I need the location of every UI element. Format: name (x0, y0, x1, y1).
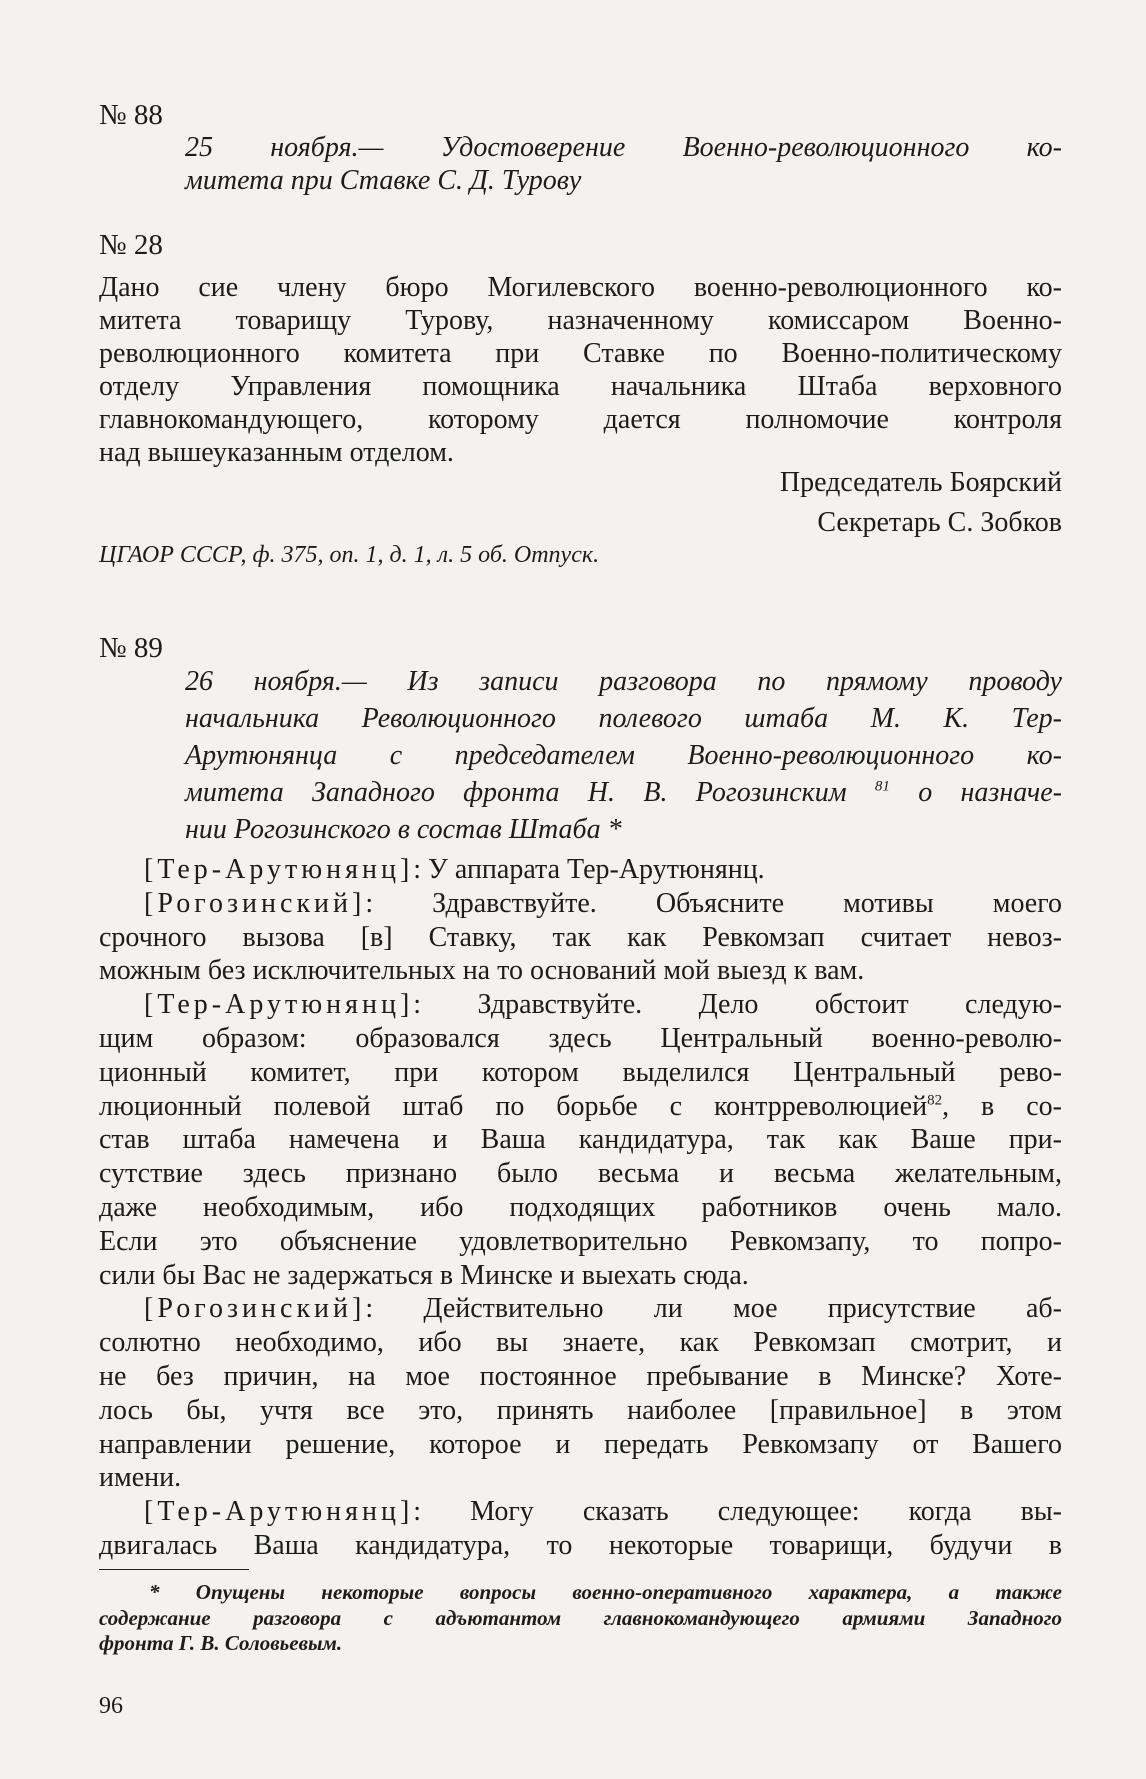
document-28-number: № 28 (99, 229, 163, 261)
text-line (99, 921, 1062, 955)
text-segment: солютно необходимо, ибо вы знаете, как Ревкомзап смотрит, и (99, 1327, 1062, 1359)
text-segment: митета товарищу Турову, назначенному комиссаром Военно- (99, 305, 1062, 336)
text-segment: сутствие здесь признано было весьма и весьма желательным, (99, 1158, 1062, 1190)
text-segment: главнокомандующего, которому дается полномочие контроля (99, 404, 1062, 435)
text-line (99, 1292, 1062, 1326)
text-segment: ционный комитет, при котором выделился Центральный рево- (99, 1056, 1062, 1088)
text-segment: нии Рогозинского в состав Штаба (185, 814, 608, 845)
text-line (99, 1090, 1062, 1124)
text-segment: : Здравствуйте. Объясните мотивы моего (365, 887, 1062, 919)
document-89-body (99, 853, 1062, 1563)
text-segment: имени. (99, 1462, 182, 1494)
text-segment: сили бы Вас не задержаться в Минске и выехать сюда. (99, 1259, 749, 1291)
text-line (99, 1394, 1062, 1428)
text-segment: революционного комитета при Ставке по Военно-политическому (99, 338, 1062, 369)
speaker-name: [Тер-Арутюнянц] (144, 854, 414, 885)
text-segment: отделу Управления помощника начальника Штаба верховного (99, 371, 1062, 402)
footnote-reference: 81 (874, 778, 890, 795)
text-segment: фронта Г. В. Соловьевым. (99, 1631, 343, 1655)
text-line (185, 811, 1062, 848)
document-88-number: № 88 (99, 99, 163, 131)
text-line (99, 988, 1062, 1022)
text-segment: 25 ноября.— Удостоверение Военно-революционного ко- (185, 132, 1062, 163)
text-segment: содержание разговора с адъютантом главнокомандующего армиями Западного (99, 1605, 1062, 1630)
speaker-name: [Рогозинский] (144, 887, 366, 919)
signature-chairman: Председатель Боярский (779, 467, 1062, 498)
text-segment: * Опущены некоторые вопросы военно-оперативного характера, а также (149, 1580, 1062, 1604)
text-segment: над вышеуказанным отделом. (99, 437, 454, 468)
text-line (99, 403, 1062, 436)
speaker-name: [Тер-Арутюнянц] (144, 989, 414, 1021)
text-segment: : Могу сказать следующее: когда вы- (413, 1496, 1062, 1528)
text-line (99, 1022, 1062, 1056)
text-line (185, 131, 1062, 164)
footnote-reference: 82 (927, 1092, 943, 1109)
text-segment: начальника Революционного полевого штаба М. К. Тер- (185, 703, 1062, 734)
footnote (99, 1580, 1062, 1657)
text-line (99, 1495, 1062, 1529)
text-line (99, 1428, 1062, 1462)
speaker-name: [Рогозинский] (144, 1293, 366, 1325)
text-line (99, 337, 1062, 370)
text-segment: 26 ноября.— Из записи разговора по прямому проводу (185, 666, 1062, 697)
text-line (185, 164, 1062, 197)
document-89-heading (185, 663, 1062, 848)
footnote-divider (99, 1569, 249, 1570)
text-segment: Если это объяснение удовлетворительно Ревкомзапу, то попро- (99, 1225, 1062, 1257)
text-line (99, 304, 1062, 337)
text-segment: можным без исключительных на то оснований мой выезд к вам. (99, 955, 865, 987)
text-line (99, 1157, 1062, 1191)
text-segment: не без причин, на мое постоянное пребывание в Минске? Хоте- (99, 1360, 1062, 1392)
text-line (99, 1056, 1062, 1090)
speaker-name: [Тер-Арутюнянц] (144, 1496, 414, 1528)
text-line (99, 1631, 1062, 1657)
page-number: 96 (99, 1693, 123, 1719)
text-segment: срочного вызова [в] Ставку, так как Ревкомзап считает невоз- (99, 921, 1062, 953)
text-segment: : Здравствуйте. Дело обстоит следую- (413, 989, 1062, 1021)
text-line (99, 1326, 1062, 1360)
text-line (99, 887, 1062, 921)
text-line (99, 1580, 1062, 1606)
signatures (99, 463, 1062, 543)
text-line (99, 1461, 1062, 1495)
text-segment: : Действительно ли мое присутствие аб- (365, 1293, 1062, 1325)
signature-secretary: Секретарь С. Зобков (817, 507, 1062, 538)
text-line (99, 1606, 1062, 1632)
text-segment: став штаба намечена и Ваша кандидатура, так как Ваше при- (99, 1124, 1062, 1156)
text-segment: двигалась Ваша кандидатура, то некоторые товарищи, будучи в (99, 1529, 1062, 1561)
text-segment: даже необходимым, ибо подходящих работников очень мало. (99, 1191, 1062, 1223)
text-line (99, 853, 1062, 887)
text-segment: митета Западного фронта Н. В. Рогозинским (185, 777, 875, 808)
text-line (99, 1225, 1062, 1259)
document-88-body (99, 271, 1062, 469)
text-segment: люционный полевой штаб по борьбе с контрреволюцией (99, 1090, 928, 1122)
text-line (99, 370, 1062, 403)
document-89-number: № 89 (99, 632, 163, 664)
text-line (99, 954, 1062, 988)
text-line (99, 1360, 1062, 1394)
text-line (99, 1259, 1062, 1293)
text-line (99, 271, 1062, 304)
text-segment: , в со- (942, 1090, 1062, 1122)
archive-source: ЦГАОР СССР, ф. 375, оп. 1, д. 1, л. 5 об. Отпуск. (99, 542, 600, 568)
text-line (185, 737, 1062, 774)
text-segment: : У аппарата Тер-Арутюнянц. (413, 854, 765, 885)
text-segment: Арутюнянца с председателем Военно-революционного ко- (185, 740, 1062, 771)
text-segment: направлении решение, которое и передать Ревкомзапу от Вашего (99, 1428, 1062, 1460)
text-line (185, 774, 1062, 811)
text-line (99, 1191, 1062, 1225)
text-segment: лось бы, учтя все это, принять наиболее [правильное] в этом (99, 1394, 1062, 1426)
text-segment: * (607, 814, 622, 845)
text-line (185, 700, 1062, 737)
document-88-heading (185, 131, 1062, 197)
text-segment: о назначе- (889, 777, 1062, 808)
text-line (99, 1529, 1062, 1563)
text-segment: митета при Ставке С. Д. Турову (185, 165, 582, 196)
text-segment: щим образом: образовался здесь Центральный военно-револю- (99, 1022, 1062, 1054)
text-segment: Дано сие члену бюро Могилевского военно-революционного ко- (99, 272, 1062, 303)
text-line (99, 1123, 1062, 1157)
text-line (185, 663, 1062, 700)
